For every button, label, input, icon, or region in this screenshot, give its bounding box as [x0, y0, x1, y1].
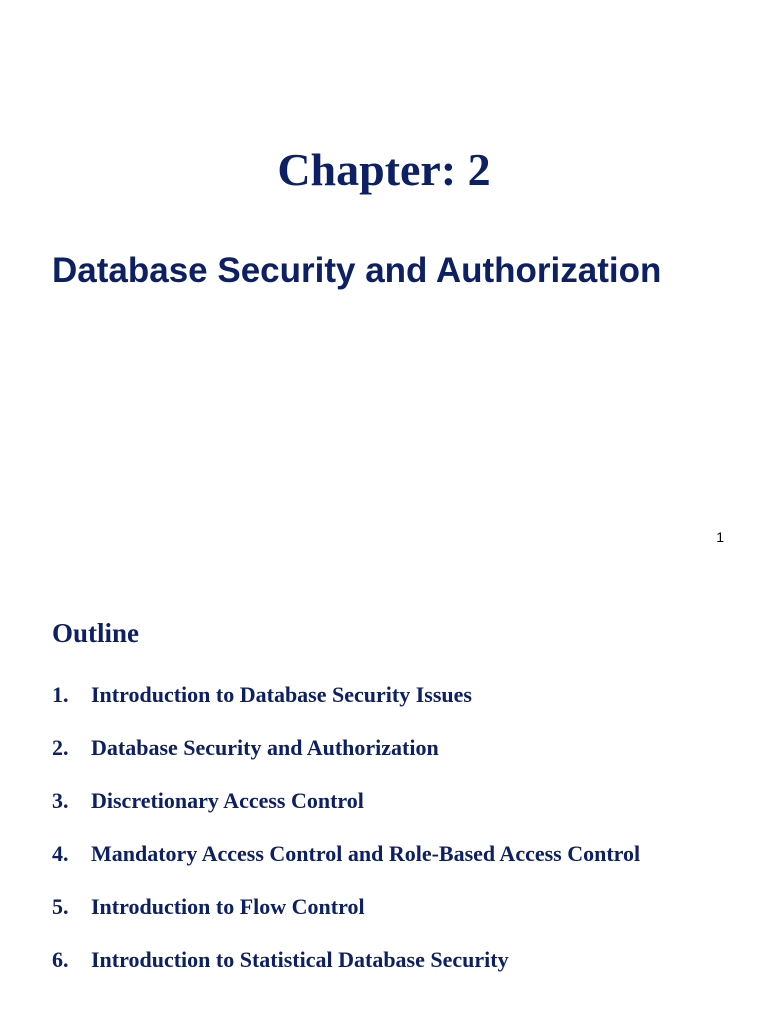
outline-item-number: 1. — [52, 682, 69, 707]
page-number: 1 — [716, 529, 724, 545]
outline-item — [52, 672, 702, 717]
outline-item-number: 4. — [52, 841, 69, 866]
chapter-title: Chapter: 2 — [277, 144, 491, 195]
outline-item-number: 5. — [52, 894, 69, 919]
outline-item — [52, 725, 702, 770]
outline-item — [52, 831, 702, 876]
outline-item — [52, 937, 702, 982]
outline-item — [52, 884, 702, 929]
outline-item-text: Introduction to Flow Control — [91, 894, 365, 919]
chapter-subtitle: Database Security and Authorization — [52, 251, 662, 290]
outline-item-number: 3. — [52, 788, 69, 813]
outline-item-text: Discretionary Access Control — [91, 788, 364, 813]
outline-item-number: 2. — [52, 735, 69, 760]
outline-heading: Outline — [52, 618, 140, 648]
outline-item-text: Mandatory Access Control and Role-Based Access Control — [91, 841, 641, 866]
outline-item — [52, 778, 702, 823]
outline-item-text: Introduction to Database Security Issues — [91, 682, 472, 707]
outline-item-text: Introduction to Statistical Database Security — [91, 947, 509, 972]
outline-item-text: Database Security and Authorization — [91, 735, 439, 760]
outline-item-number: 6. — [52, 947, 69, 972]
outline-list — [52, 672, 702, 990]
